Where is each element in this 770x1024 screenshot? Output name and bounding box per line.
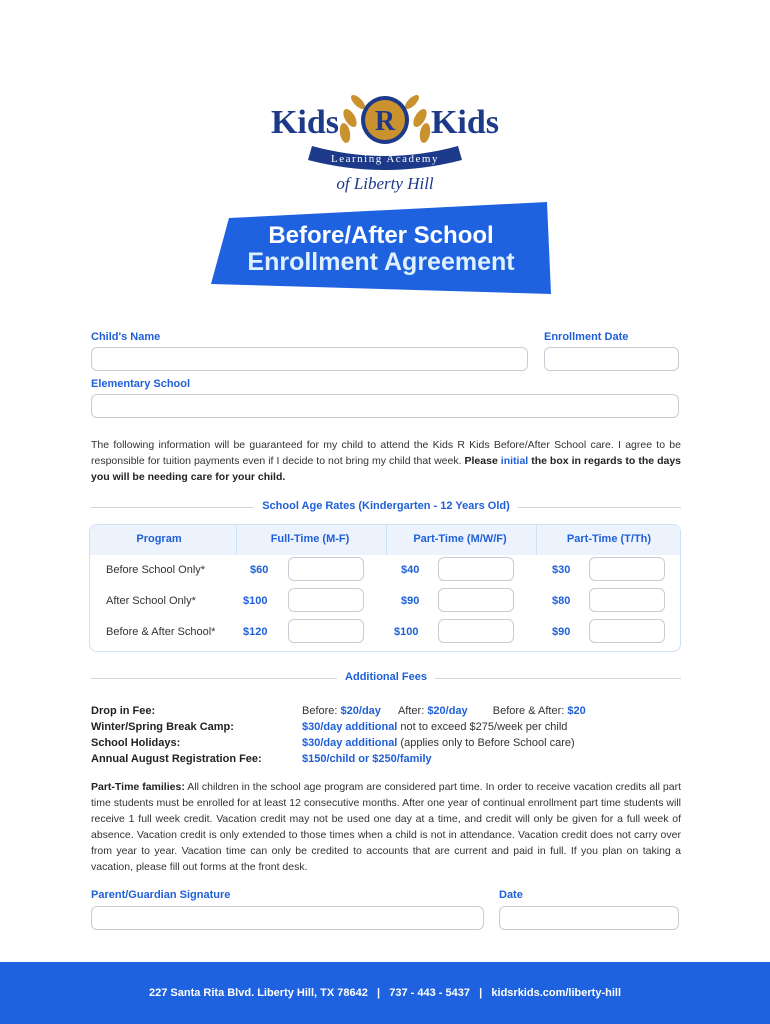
logo-graphic — [250, 88, 520, 198]
fee-dropin-after-value: $20/day — [427, 705, 468, 717]
initial-box-before-full[interactable] — [288, 557, 364, 581]
intro-text: The following information will be guaranteed for my child to attend the Kids R Kids Before/After School care. I agree to be responsible for tuition payments even if I decide to not bring my child that week. — [91, 439, 681, 467]
enrollment-date-field[interactable] — [544, 347, 679, 371]
initial-box-before-tth[interactable] — [589, 557, 665, 581]
intro-bold-a: Please — [464, 455, 501, 467]
part-time-heading: Part-Time families: — [91, 781, 185, 793]
enrollment-date-label: Enrollment Date — [544, 331, 629, 343]
fee-camp-note: not to exceed $275/week per child — [397, 721, 568, 733]
fee-holidays-values — [302, 735, 575, 751]
header-part-time-tth: Part-Time (T/Th) — [566, 533, 652, 545]
logo-tagline: Learning Academy — [331, 153, 439, 165]
row-program-before-after: Before & After School* — [106, 626, 216, 638]
header-program: Program — [136, 533, 182, 545]
fee-dropin-label: Drop in Fee: — [91, 705, 156, 717]
price-after-mwf: $90 — [401, 595, 420, 607]
logo-location: of Liberty Hill — [336, 174, 434, 193]
fee-camp-values — [302, 719, 567, 735]
signature-date-label: Date — [499, 889, 523, 901]
initial-box-after-tth[interactable] — [589, 588, 665, 612]
logo-r: R — [374, 106, 396, 137]
price-both-full: $120 — [243, 626, 268, 638]
fee-holidays-value: $30/day additional — [302, 737, 398, 749]
intro-initial: initial — [500, 455, 529, 467]
price-before-mwf: $40 — [401, 564, 420, 576]
fee-camp-value: $30/day additional — [302, 721, 398, 733]
childs-name-field[interactable] — [91, 347, 528, 371]
rates-section-title-text: School Age Rates (Kindergarten - 12 Years Old) — [254, 500, 518, 512]
fee-dropin-before-label: Before: — [302, 705, 341, 717]
initial-box-both-mwf[interactable] — [438, 619, 514, 643]
price-after-full: $100 — [243, 595, 268, 607]
part-time-paragraph — [91, 779, 681, 875]
fee-dropin-both-label: Before & After: — [492, 705, 568, 717]
fees-section-title — [91, 671, 681, 685]
footer-contact: 227 Santa Rita Blvd. Liberty Hill, TX 78642 | 737 - 443 - 5437 | kidsrkids.com/liberty-hill — [148, 987, 621, 999]
fee-registration-label: Annual August Registration Fee: — [91, 753, 262, 765]
elementary-school-field[interactable] — [91, 394, 679, 418]
logo-kids-left: Kids — [270, 104, 340, 141]
header-full-time: Full-Time (M-F) — [270, 533, 350, 545]
price-before-full: $60 — [250, 564, 269, 576]
intro-paragraph — [91, 437, 681, 485]
signature-field[interactable] — [91, 906, 484, 930]
rates-header-row — [90, 525, 680, 555]
fees-section-title-text: Additional Fees — [337, 671, 435, 683]
kids-r-kids-logo — [250, 88, 520, 198]
fee-dropin-after-label: After: — [397, 705, 428, 717]
part-time-text: All children in the school age program are considered part time. In order to receive vacation credits all part time students must be enrolled for at least 12 consecutive months. After one year of continual enrollment part time students will receive 1 full week credit. Vacation credit may not be used one day at a time, and credit will only be given for a full week of absence. Vacation credit is only extended to those times when a child is not in attendance. Vacation credit does not carry over from year to year. Vacation time can only be credited to accounts that are current and paid in full. If you plan on taking a vacation, please fill out forms at the front desk. — [91, 781, 681, 873]
page-title-line1: Before/After School — [268, 222, 494, 249]
price-both-mwf: $100 — [394, 626, 419, 638]
childs-name-label: Child's Name — [91, 331, 161, 343]
initial-box-after-mwf[interactable] — [438, 588, 514, 612]
initial-box-both-full[interactable] — [288, 619, 364, 643]
price-before-tth: $30 — [552, 564, 571, 576]
price-after-tth: $80 — [552, 595, 571, 607]
fee-camp-label: Winter/Spring Break Camp: — [91, 721, 234, 733]
title-banner — [211, 200, 551, 300]
fee-holidays-label: School Holidays: — [91, 737, 181, 749]
signature-label: Parent/Guardian Signature — [91, 889, 231, 901]
intro-bold-b: the box in regards to the days you will be needing care for your child. — [91, 455, 682, 483]
initial-box-both-tth[interactable] — [589, 619, 665, 643]
fee-registration-values — [302, 751, 432, 767]
fee-holidays-note: (applies only to Before School care) — [397, 737, 575, 749]
fee-dropin-before-value: $20/day — [340, 705, 381, 717]
row-program-before: Before School Only* — [106, 564, 206, 576]
initial-box-after-full[interactable] — [288, 588, 364, 612]
fee-registration-value: $150/child or $250/family — [302, 753, 432, 765]
price-both-tth: $90 — [552, 626, 571, 638]
rates-section-title — [91, 500, 681, 514]
page-title-line2: Enrollment Agreement — [247, 248, 515, 276]
header-part-time-mwf: Part-Time (M/W/F) — [413, 533, 507, 545]
logo-kids-right: Kids — [430, 104, 500, 141]
fee-dropin-values — [302, 703, 586, 719]
initial-box-before-mwf[interactable] — [438, 557, 514, 581]
elementary-school-label: Elementary School — [91, 378, 191, 390]
row-program-after: After School Only* — [106, 595, 196, 607]
fee-dropin-both-value: $20 — [567, 705, 586, 717]
signature-date-field[interactable] — [499, 906, 679, 930]
rates-table — [89, 524, 681, 652]
footer-bar — [0, 962, 770, 1024]
